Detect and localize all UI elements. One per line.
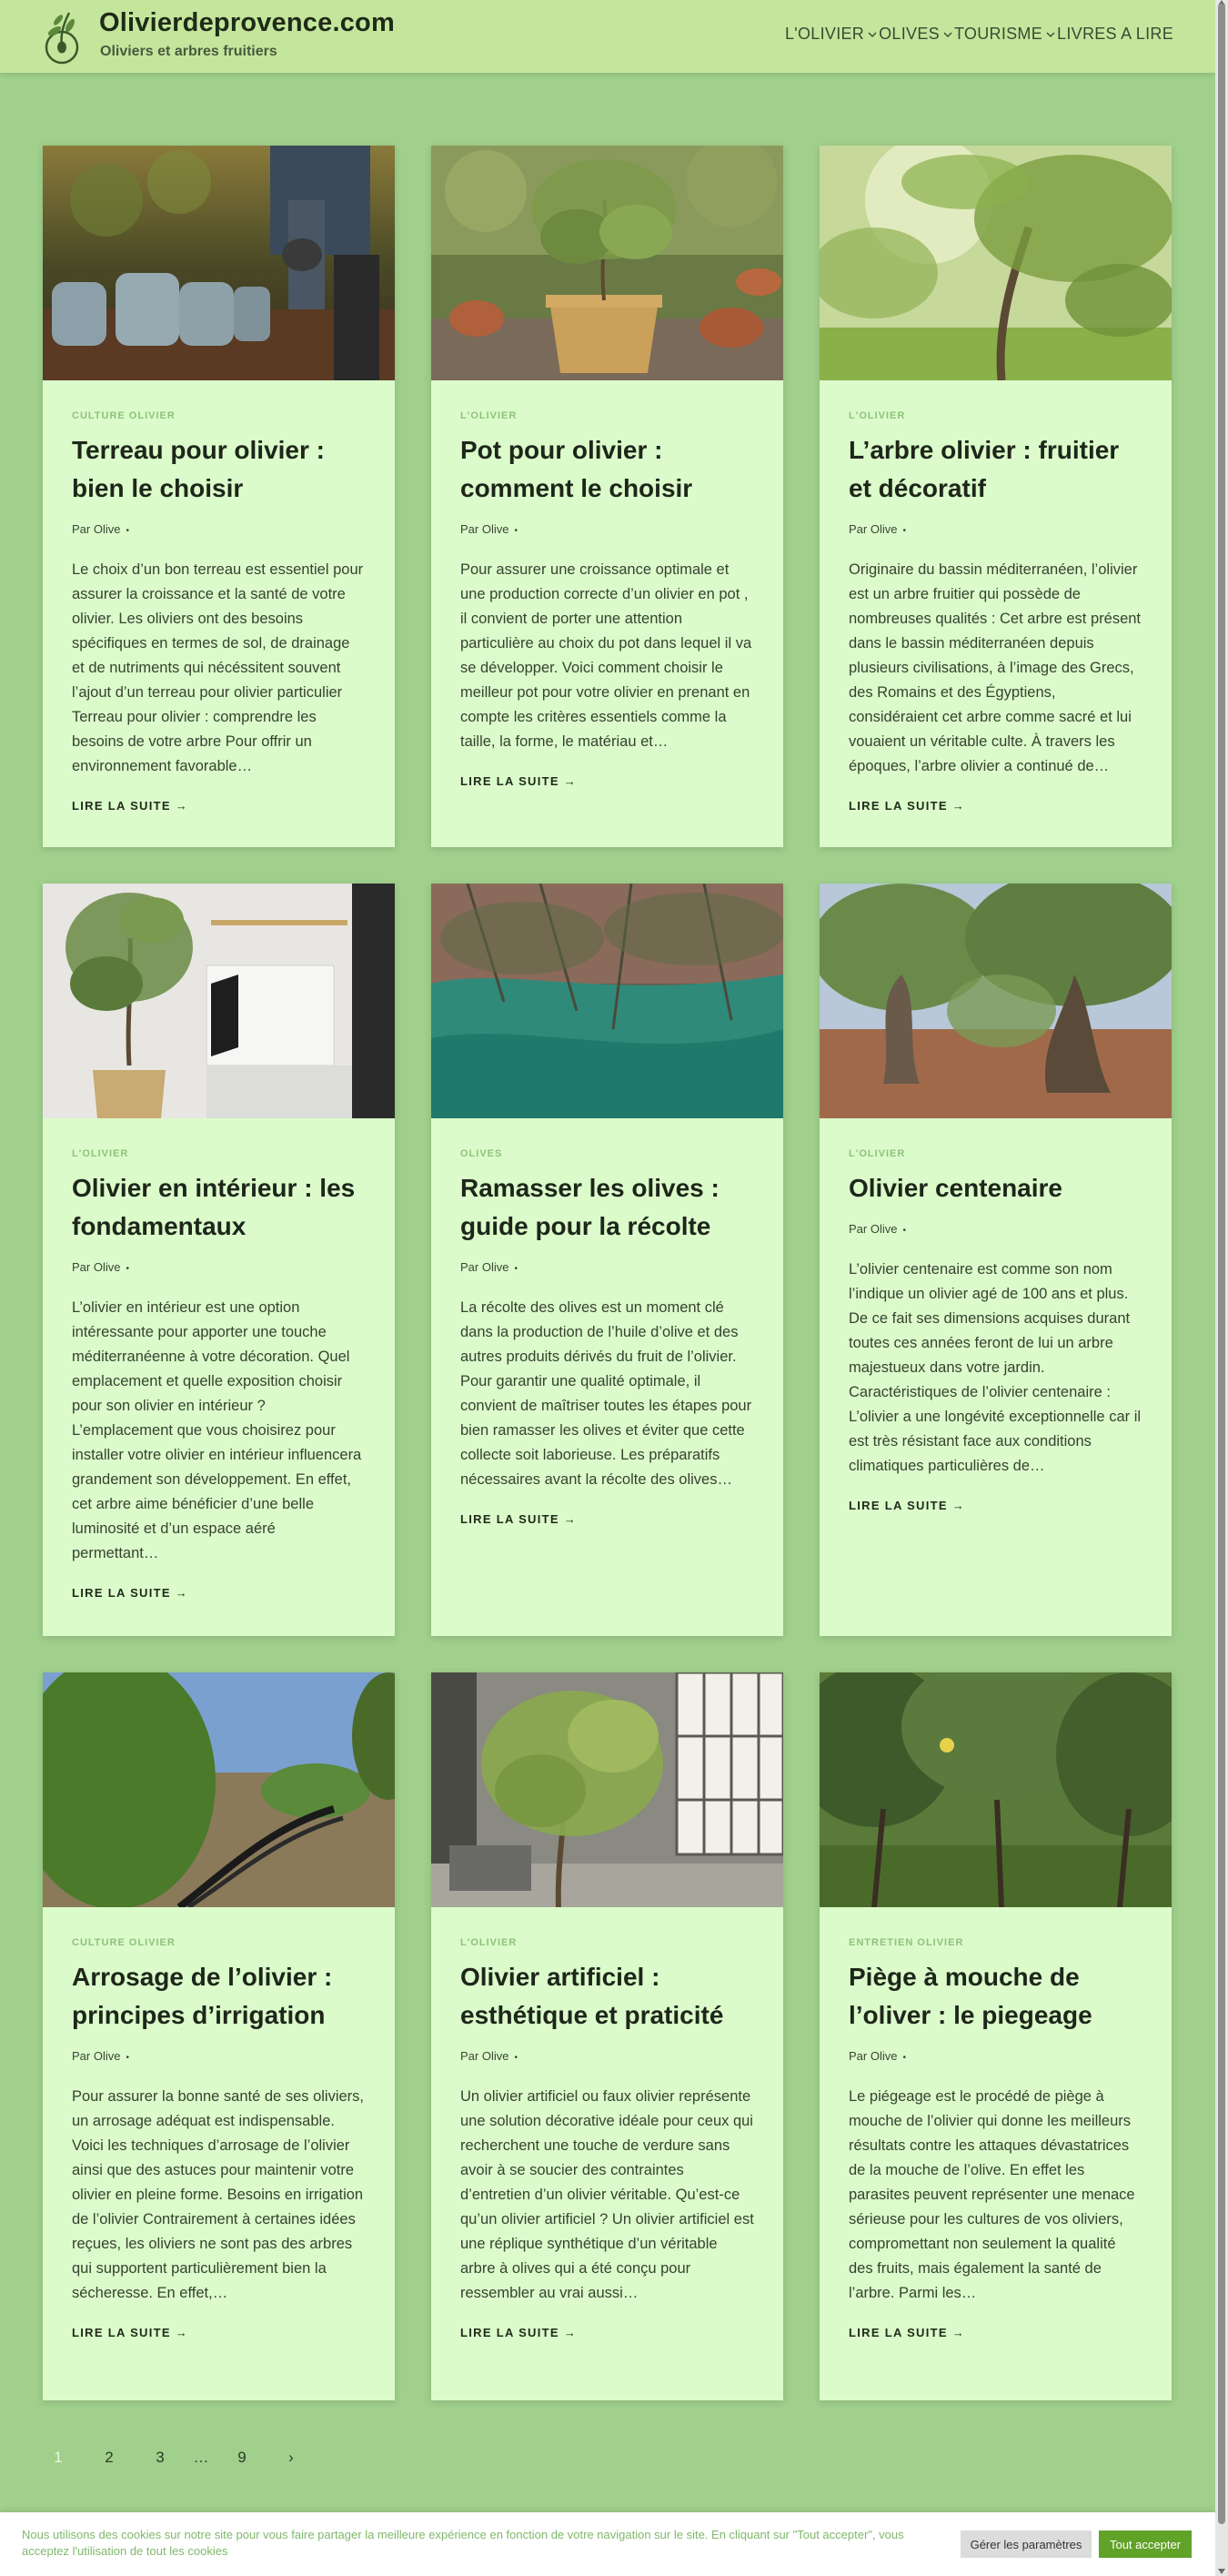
page-link-9[interactable]: 9 <box>237 2449 247 2466</box>
post-meta <box>460 1260 754 1274</box>
scrollbar-thumb[interactable] <box>1218 4 1225 2524</box>
read-more-link[interactable] <box>72 2326 366 2339</box>
post-excerpt: Le piégeage est le procédé de piège à mouche de l’olivier qui donne les meilleurs résultats contre les attaques dévastatrices de la mouche de l’olive. En effet les parasites peuvent représenter une menace sérieuse pour les cultures de vos oliviers, compromettant non seulement la qualité des fruits, mais également la santé de l’arbre. Parmi les… <box>849 2088 1135 2301</box>
read-more-label: LIRE LA SUITE <box>849 1499 948 1512</box>
meta-separator-icon: • <box>902 1226 906 1236</box>
arrow-right-icon: → <box>175 799 189 813</box>
site-title[interactable]: Olivierdeprovence.com <box>99 8 395 37</box>
next-page-chevron-icon[interactable]: › <box>288 2449 294 2466</box>
post-category-link[interactable]: L'OLIVIER <box>849 410 906 421</box>
nav-item-label: OLIVES <box>879 25 940 43</box>
post-thumbnail-olive-branches[interactable] <box>820 146 1172 380</box>
post-thumbnail-olive-harvest[interactable] <box>431 884 783 1118</box>
post-category-link[interactable]: OLIVES <box>460 1148 503 1159</box>
post-card <box>820 1672 1172 2400</box>
main-nav <box>785 25 1173 44</box>
olive-branch-logo-icon[interactable] <box>42 7 84 66</box>
read-more-link[interactable] <box>460 1512 754 1526</box>
post-card <box>431 884 783 1636</box>
read-more-link[interactable] <box>849 1499 1142 1512</box>
post-meta <box>849 2049 1142 2063</box>
post-excerpt: La récolte des olives est un moment clé dans la production de l’huile d’olive et des autres produits dérivés du fruit de l’olivier. Pour garantir une qualité optimale, il convient de maîtriser toutes les étapes pour bien ramasser les olives et éviter que cette collecte soit laborieuse. Les préparatifs nécessaires avant la récolte des olives… <box>460 1299 752 1488</box>
post-author[interactable]: Par Olive <box>72 2049 121 2063</box>
meta-separator-icon: • <box>126 1264 129 1274</box>
post-title[interactable]: Pot pour olivier : comment le choisir <box>460 436 693 502</box>
post-author[interactable]: Par Olive <box>72 522 121 536</box>
arrow-right-icon: → <box>563 2326 578 2339</box>
meta-separator-icon: • <box>126 526 129 536</box>
arrow-right-icon: → <box>563 774 578 788</box>
post-card <box>43 146 395 847</box>
post-category-link[interactable]: CULTURE OLIVIER <box>72 410 176 421</box>
post-category-link[interactable]: CULTURE OLIVIER <box>72 1937 176 1948</box>
chevron-down-icon <box>941 30 954 39</box>
page-link-3[interactable]: 3 <box>156 2449 165 2466</box>
arrow-right-icon: → <box>175 1586 189 1600</box>
post-thumbnail-potted-olive[interactable] <box>431 146 783 380</box>
post-category-link[interactable]: L'OLIVIER <box>460 410 518 421</box>
post-author[interactable]: Par Olive <box>460 1260 509 1274</box>
post-author[interactable]: Par Olive <box>72 1260 121 1274</box>
post-author[interactable]: Par Olive <box>460 2049 509 2063</box>
post-excerpt: Pour assurer la bonne santé de ses oliviers, un arrosage adéquat est indispensable. Voici les techniques d’arrosage de l’olivier ainsi que des astuces pour maintenir votre olivier en pleine forme. Besoins en irrigation de l’olivier Contrairement à certaines idées reçues, les oliviers ne sont pas des arbres qui supportent particulièrement bien la sécheresse. En effet,… <box>72 2088 365 2301</box>
meta-separator-icon: • <box>514 2053 518 2063</box>
nav-item-tourisme[interactable] <box>954 25 1057 44</box>
arrow-right-icon: → <box>951 799 966 813</box>
arrow-right-icon: → <box>951 2326 966 2339</box>
cookie-text: Nous utilisons des cookies sur notre site pour vous faire partager la meilleure expérience en fonction de votre navigation sur le site. En cliquant sur "Tout accepter", vous acceptez l'utilisation de tout les cookies <box>22 2528 904 2558</box>
post-thumbnail-olive-grove[interactable] <box>820 1672 1172 1907</box>
scroll-down-arrow-icon[interactable] <box>1218 2569 1225 2574</box>
site-tagline: Oliviers et arbres fruitiers <box>100 44 277 59</box>
post-category-link[interactable]: L'OLIVIER <box>72 1148 129 1159</box>
post-title[interactable]: Piège à mouche de l’oliver : le piegeage <box>849 1963 1092 2029</box>
post-category-link[interactable]: L'OLIVIER <box>849 1148 906 1159</box>
post-card <box>43 1672 395 2400</box>
nav-item-olivier[interactable] <box>785 25 879 44</box>
read-more-link[interactable] <box>460 774 754 788</box>
page-ellipsis: … <box>193 2449 209 2466</box>
nav-item-label: L'OLIVIER <box>784 25 865 43</box>
post-author[interactable]: Par Olive <box>849 1222 898 1236</box>
read-more-label: LIRE LA SUITE <box>460 2326 559 2339</box>
read-more-label: LIRE LA SUITE <box>849 2326 948 2339</box>
chevron-down-icon <box>866 30 879 39</box>
read-more-label: LIRE LA SUITE <box>72 1586 171 1600</box>
page-scrollbar[interactable] <box>1215 0 1228 2576</box>
post-meta <box>849 1222 1142 1236</box>
page-link-2[interactable]: 2 <box>105 2449 114 2466</box>
post-meta <box>460 522 754 536</box>
post-excerpt: Un olivier artificiel ou faux olivier représente une solution décorative idéale pour ceux qui recherchent une touche de verdure sans avoir à se soucier des contraintes d’entretien d’un olivier véritable. Qu’est-ce qu’un olivier artificiel ? Un olivier artificiel est une réplique synthétique d’un véritable arbre à olives qui a été conçu pour ressembler au vrai aussi… <box>460 2088 754 2301</box>
post-author[interactable]: Par Olive <box>849 522 898 536</box>
post-title[interactable]: Olivier centenaire <box>849 1174 1063 1202</box>
post-card <box>820 146 1172 847</box>
read-more-label: LIRE LA SUITE <box>849 799 948 813</box>
read-more-link[interactable] <box>849 799 1142 813</box>
read-more-link[interactable] <box>72 1586 366 1600</box>
post-category-link[interactable]: ENTRETIEN OLIVIER <box>849 1937 964 1948</box>
post-excerpt: Pour assurer une croissance optimale et une production correcte d’un olivier en pot , il convient de porter une attention particulière au choix du pot dans lequel il va se développer. Voici comment choisir le meilleur pot pour votre olivier en prenant en compte les critères essentiels comme la taille, la forme, le matériau et… <box>460 561 752 750</box>
post-thumbnail-indoor-olive[interactable] <box>43 884 395 1118</box>
read-more-label: LIRE LA SUITE <box>460 774 559 788</box>
read-more-label: LIRE LA SUITE <box>460 1512 559 1526</box>
post-thumbnail-ancient-olive[interactable] <box>820 884 1172 1118</box>
post-title[interactable]: L’arbre olivier : fruitier et décoratif <box>849 436 1120 502</box>
post-category-link[interactable]: L'OLIVIER <box>460 1937 518 1948</box>
post-title[interactable]: Olivier en intérieur : les fondamentaux <box>72 1174 356 1240</box>
post-thumbnail-artificial-olive[interactable] <box>431 1672 783 1907</box>
post-thumbnail-gardener-soil[interactable] <box>43 146 395 380</box>
post-card <box>431 146 783 847</box>
cookie-settings-button[interactable]: Gérer les paramètres <box>961 2531 1092 2558</box>
nav-item-olives[interactable] <box>879 25 954 44</box>
meta-separator-icon: • <box>514 526 518 536</box>
post-title[interactable]: Arrosage de l’olivier : principes d’irrigation <box>72 1963 333 2029</box>
post-meta <box>72 1260 366 1274</box>
site-header <box>0 0 1215 73</box>
post-meta <box>849 522 1142 536</box>
cookie-accept-button[interactable]: Tout accepter <box>1099 2531 1192 2558</box>
read-more-label: LIRE LA SUITE <box>72 2326 171 2339</box>
post-author[interactable]: Par Olive <box>460 522 509 536</box>
post-excerpt: Le choix d’un bon terreau est essentiel pour assurer la croissance et la santé de votre olivier. Les oliviers ont des besoins spécifiques en termes de sol, de drainage et de nutriments qui nécéssitent souvent l’ajout d’un terreau pour olivier particulier Terreau pour olivier : comprendre les besoins de votre arbre Pour offrir un environnement favorable… <box>72 561 364 774</box>
nav-item-label: TOURISME <box>953 25 1043 43</box>
post-card <box>820 884 1172 1636</box>
nav-item-livres[interactable] <box>1057 25 1173 44</box>
post-excerpt: L’olivier centenaire est comme son nom l’indique un olivier agé de 100 ans et plus. De ce fait ses dimensions acquises durant toutes ces années feront de lui un arbre majestueux dans votre jardin. Caractéristiques de l’olivier centenaire : L’olivier a une longévité exceptionnelle car il est très résistant face aux conditions climatiques particulières de… <box>849 1261 1142 1474</box>
meta-separator-icon: • <box>902 2053 906 2063</box>
arrow-right-icon: → <box>175 2326 189 2339</box>
post-author[interactable]: Par Olive <box>849 2049 898 2063</box>
nav-item-label: LIVRES A LIRE <box>1057 25 1173 43</box>
read-more-link[interactable] <box>460 2326 754 2339</box>
post-title[interactable]: Terreau pour olivier : bien le choisir <box>72 436 325 502</box>
post-meta <box>460 2049 754 2063</box>
read-more-link[interactable] <box>72 799 366 813</box>
post-meta <box>72 2049 366 2063</box>
post-title[interactable]: Ramasser les olives : guide pour la récolte <box>460 1174 720 1240</box>
read-more-link[interactable] <box>849 2326 1142 2339</box>
post-card <box>43 884 395 1636</box>
post-thumbnail-irrigation[interactable] <box>43 1672 395 1907</box>
post-excerpt: L’olivier en intérieur est une option intéressante pour apporter une touche méditerranéenne à votre décoration. Quel emplacement et quelle exposition choisir pour son olivier en intérieur ? L’emplacement que vous choisirez pour installer votre olivier en intérieur influencera grandement son développement. En effet, cet arbre aime bénéficier d’une belle luminosité et d’un espace aéré permettant… <box>72 1299 362 1561</box>
read-more-label: LIRE LA SUITE <box>72 799 171 813</box>
arrow-right-icon: → <box>951 1499 966 1512</box>
cookie-banner <box>0 2512 1215 2576</box>
post-excerpt: Originaire du bassin méditerranéen, l’olivier est un arbre fruitier qui possède de nombreuses qualités : Cet arbre est présent dans le bassin méditerranéen depuis plusieurs civilisations, à l’image des Grecs, des Romains et des Égyptiens, considéraient cet arbre comme sacré et lui vouaient un véritable culte. À travers les époques, l’arbre olivier a continué de… <box>849 561 1142 774</box>
meta-separator-icon: • <box>902 526 906 536</box>
post-meta <box>72 522 366 536</box>
meta-separator-icon: • <box>126 2053 129 2063</box>
page-link-current: 1 <box>54 2449 63 2466</box>
post-card <box>431 1672 783 2400</box>
chevron-down-icon <box>1044 30 1057 39</box>
arrow-right-icon: → <box>563 1512 578 1526</box>
meta-separator-icon: • <box>514 1264 518 1274</box>
post-title[interactable]: Olivier artificiel : esthétique et praticité <box>460 1963 724 2029</box>
